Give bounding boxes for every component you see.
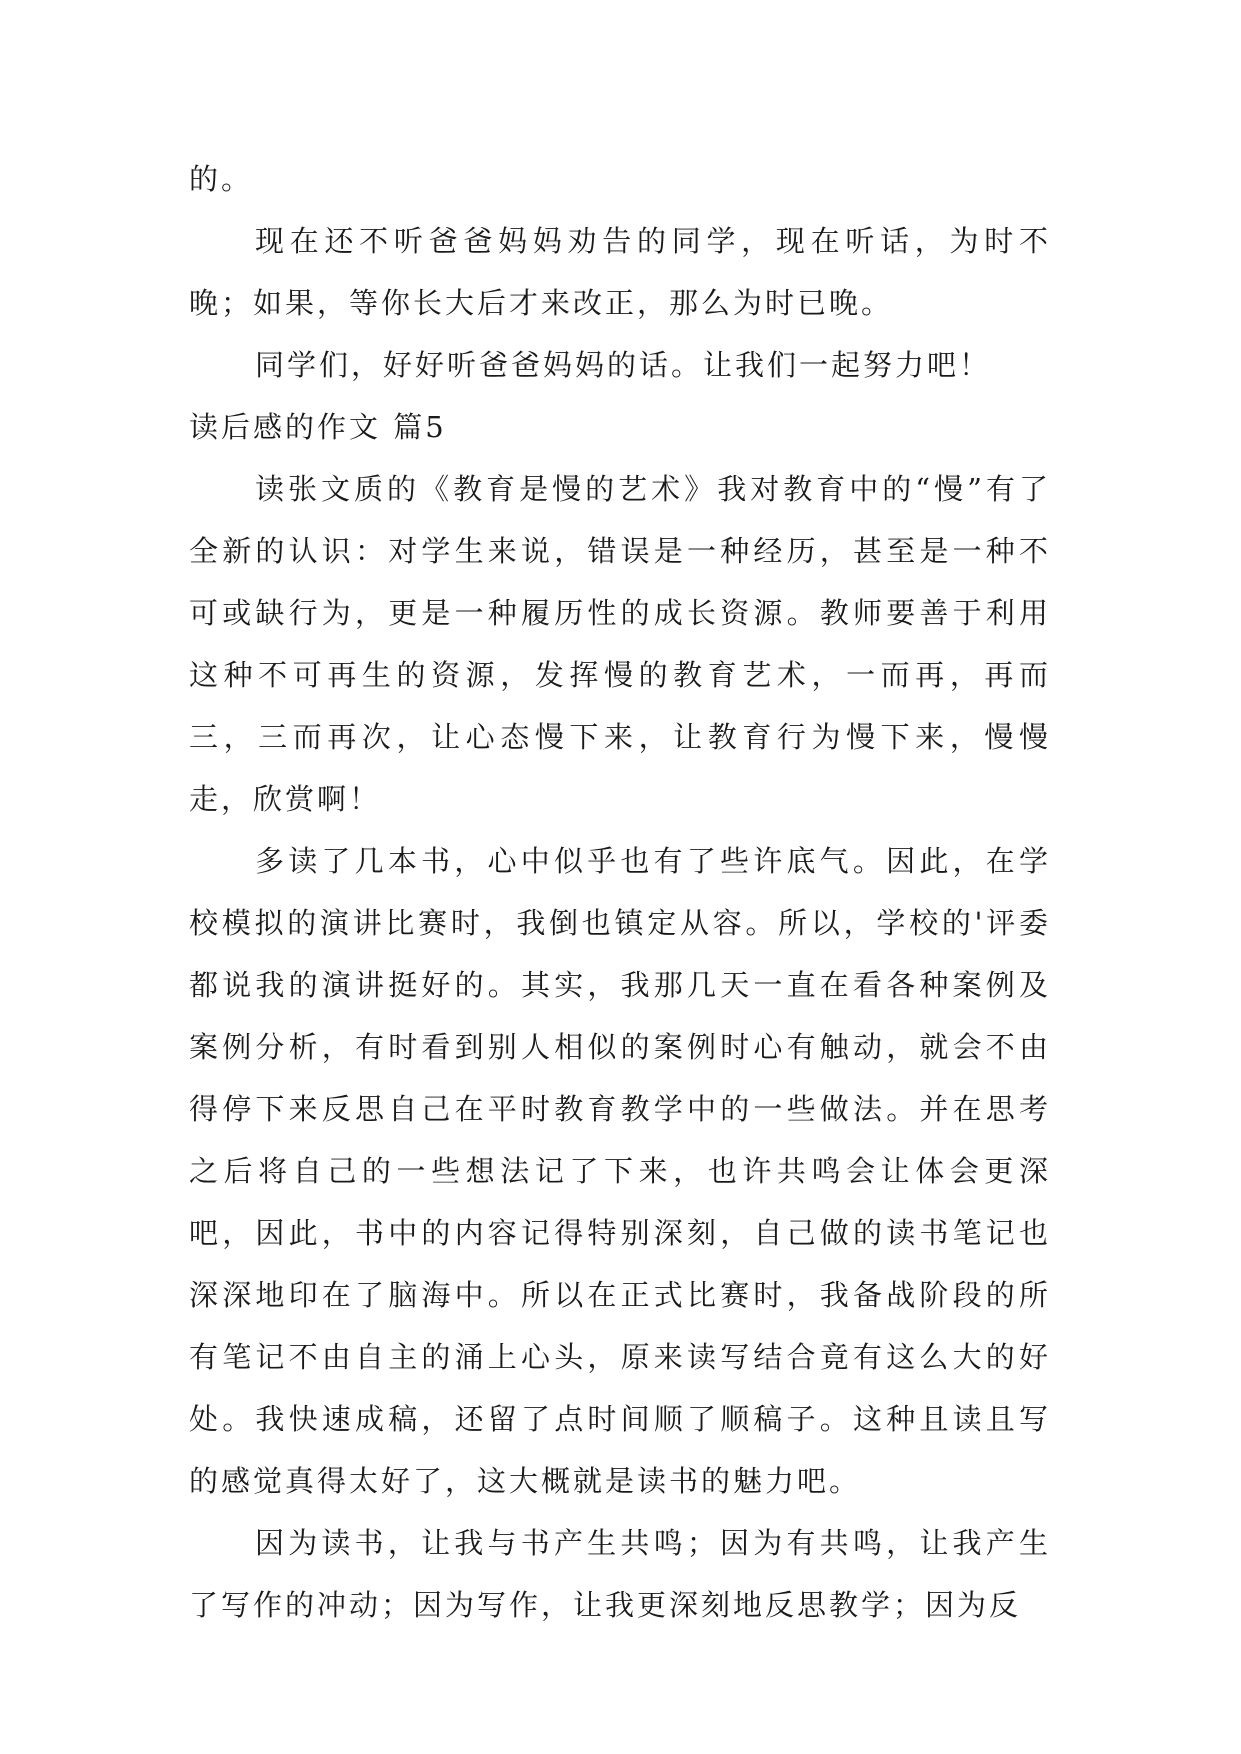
- paragraph: 多读了几本书，心中似乎也有了些许底气。因此，在学校模拟的演讲比赛时，我倒也镇定从容。所以，学校的'评委都说我的演讲挺好的。其实，我那几天一直在看各种案例及案例分析，有时看到别人相似的案例时心有触动，就会不由得停下来反思自己在平时教育教学中的一些做法。并在思考之后将自己的一些想法记了下来，也许共鸣会让体会更深吧，因此，书中的内容记得特别深刻，自己做的读书笔记也深深地印在了脑海中。所以在正式比赛时，我备战阶段的所有笔记不由自主的涌上心头，原来读写结合竟有这么大的好处。我快速成稿，还留了点时间顺了顺稿子。这种且读且写的感觉真得太好了，这大概就是读书的魅力吧。: [189, 844, 1051, 1498]
- paragraph-continuation: 的。: [189, 162, 254, 196]
- article-body: [189, 148, 1051, 1636]
- paragraph: 因为读书，让我与书产生共鸣；因为有共鸣，让我产生了写作的冲动；因为写作，让我更深刻地反思教学；因为反: [189, 1526, 1051, 1622]
- section-heading: 读后感的作文 篇5: [189, 410, 447, 444]
- paragraph: 现在还不听爸爸妈妈劝告的同学，现在听话，为时不晚；如果，等你长大后才来改正，那么为时已晚。: [189, 224, 1051, 320]
- paragraph: 同学们，好好听爸爸妈妈的话。让我们一起努力吧！: [255, 348, 992, 382]
- paragraph: 读张文质的《教育是慢的艺术》我对教育中的“慢”有了全新的认识：对学生来说，错误是一种经历，甚至是一种不可或缺行为，更是一种履历性的成长资源。教师要善于利用这种不可再生的资源，发挥慢的教育艺术，一而再，再而三，三而再次，让心态慢下来，让教育行为慢下来，慢慢走，欣赏啊！: [189, 472, 1051, 816]
